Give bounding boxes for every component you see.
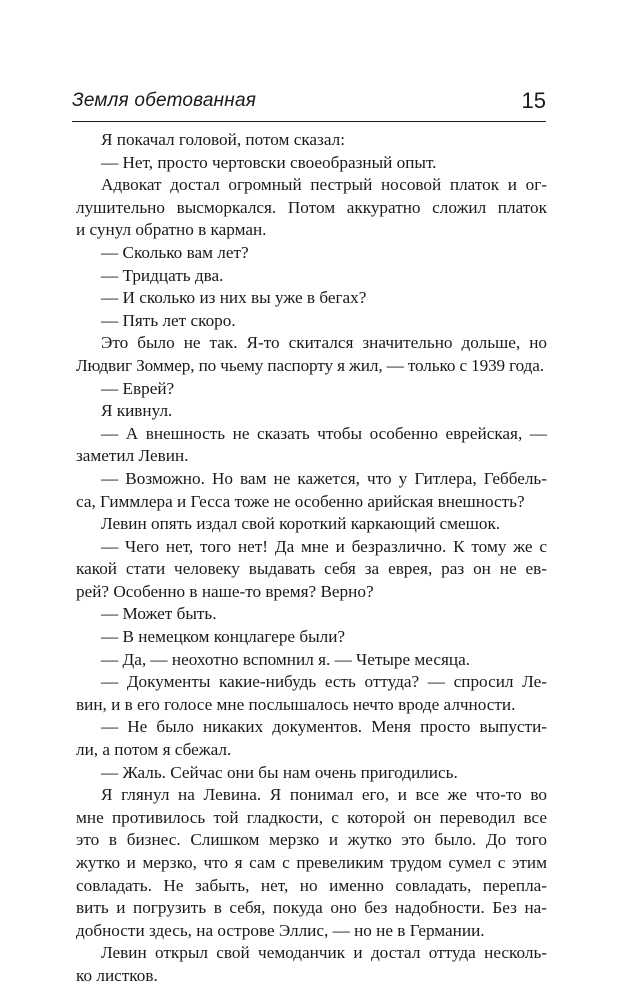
- text-line: заметил Левин.: [76, 446, 189, 466]
- text-line: са, Гиммлера и Гесса тоже не особенно арийская внешность?: [76, 491, 525, 511]
- text-line: Людвиг Зоммер, по чьему паспорту я жил, — только с 1939 года.: [76, 355, 544, 375]
- text-line: — Нет, просто чертовски своеобразный опыт.: [101, 152, 437, 172]
- text-line: — А внешность не сказать чтобы особенно еврейская, —: [101, 423, 547, 443]
- text-line: — Сколько вам лет?: [101, 242, 249, 262]
- text-line: — Не было никаких документов. Меня просто выпусти-: [101, 717, 547, 737]
- text-line: и сунул обратно в карман.: [76, 220, 267, 240]
- text-line: мне противилось той гладкости, с которой он переводил все: [76, 807, 547, 827]
- text-line: какой стати человеку выдавать себя за еврея, раз он не ев-: [76, 559, 547, 579]
- text-line: — Пять лет скоро.: [101, 310, 236, 330]
- text-line: ли, а потом я сбежал.: [76, 740, 232, 760]
- running-header: [72, 88, 546, 118]
- page-number: 15: [521, 88, 546, 113]
- text-line: Адвокат достал огромный пестрый носовой платок и ог-: [101, 175, 547, 195]
- text-line: Я глянул на Левина. Я понимал его, и все же что-то во: [101, 785, 547, 805]
- text-line: — Тридцать два.: [101, 265, 224, 285]
- text-line: — Документы какие-нибудь есть оттуда? — спросил Ле-: [101, 672, 547, 692]
- text-line: добности здесь, на острове Эллис, — но не в Германии.: [76, 920, 485, 940]
- text-line: — Возможно. Но вам не кажется, что у Гитлера, Геббель-: [101, 468, 547, 488]
- text-line: лушительно высморкался. Потом аккуратно сложил платок: [76, 197, 547, 217]
- text-line: Я кивнул.: [101, 401, 173, 421]
- text-line: ко листков.: [76, 965, 158, 985]
- text-line: вин, и в его голосе мне послышалось нечто вроде алчности.: [76, 694, 516, 714]
- text-line: Я покачал головой, потом сказал:: [101, 130, 345, 149]
- text-line: вить и погрузить в себя, покуда оно без надобности. Без на-: [76, 898, 547, 918]
- text-line: Левин опять издал свой короткий каркающий смешок.: [101, 514, 501, 534]
- text-line: жутко и мерзко, что я сам с превеликим трудом сумел с этим: [76, 853, 547, 872]
- text-line: — Может быть.: [101, 604, 217, 624]
- text-line: это в бизнес. Слишком мерзко и жутко это было. До того: [76, 830, 547, 850]
- text-line: Левин открыл свой чемоданчик и достал оттуда несколь-: [101, 943, 547, 963]
- body-text: [76, 129, 547, 988]
- text-line: — Еврей?: [101, 378, 175, 398]
- text-line: — Да, — неохотно вспомнил я. — Четыре месяца.: [101, 649, 471, 669]
- text-line: рей? Особенно в наше-то время? Верно?: [76, 581, 374, 601]
- text-line: — В немецком концлагере были?: [101, 627, 346, 647]
- text-line: — И сколько из них вы уже в бегах?: [101, 288, 367, 308]
- header-rule: [72, 121, 546, 122]
- text-line: — Чего нет, того нет! Да мне и безразлично. К тому же с: [101, 536, 547, 556]
- text-line: — Жаль. Сейчас они бы нам очень пригодились.: [101, 762, 458, 782]
- text-line: совладать. Не забыть, нет, но именно совладать, перепла-: [76, 875, 547, 895]
- running-header-title: Земля обетованная: [72, 90, 257, 111]
- text-line: Это было не так. Я-то скитался значительно дольше, но: [101, 333, 547, 353]
